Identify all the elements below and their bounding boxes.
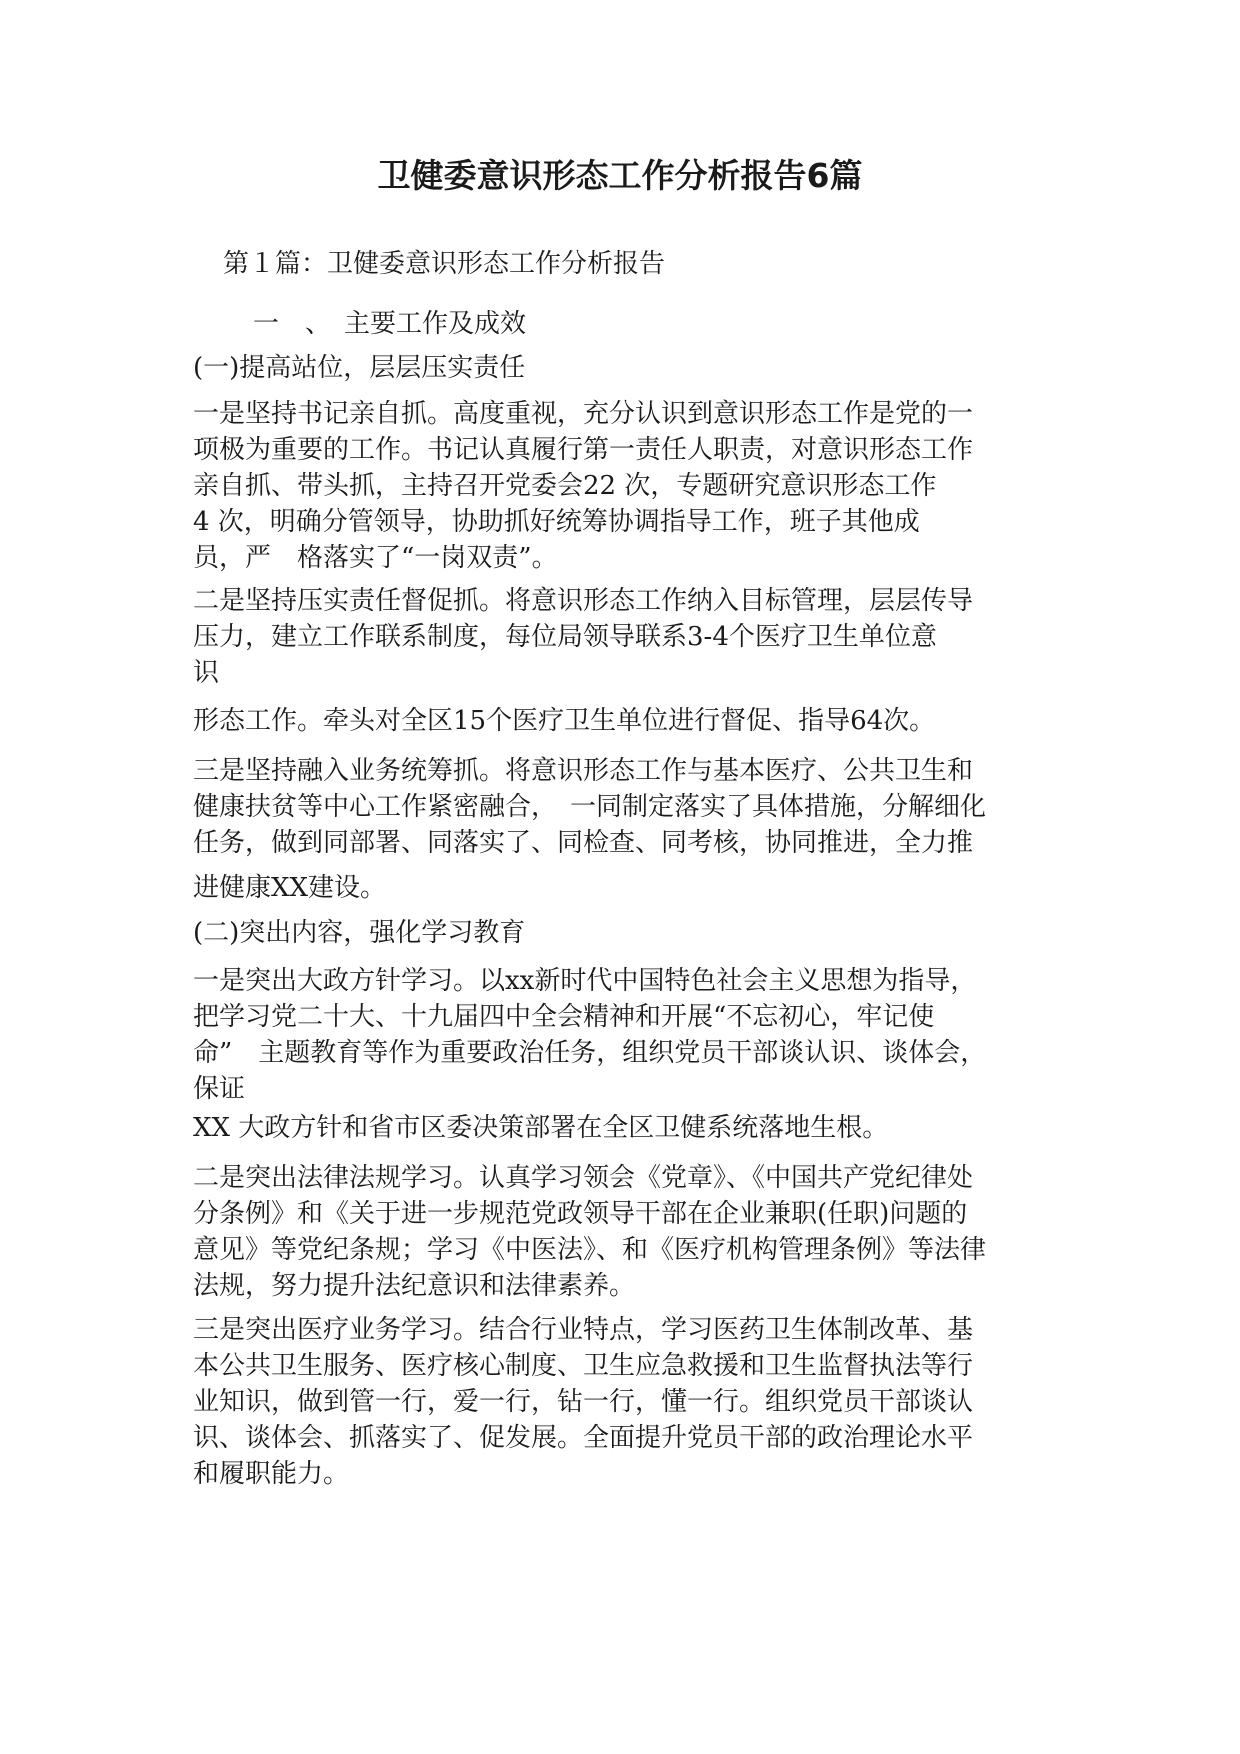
paragraph-line: 三是坚持融入业务统筹抓。将意识形态工作与基本医疗、公共卫生和 bbox=[193, 756, 974, 786]
paragraph-line: 保证 bbox=[193, 1074, 246, 1104]
paragraph-5: 进健康XX建设。 bbox=[193, 873, 387, 903]
paragraph-2 bbox=[193, 583, 1053, 691]
paragraph-line: 三是突出医疗业务学习。结合行业特点，学习医药卫生体制改革、基 bbox=[193, 1315, 974, 1345]
paragraph-line: 法规，努力提升法纪意识和法律素养。 bbox=[193, 1271, 636, 1301]
paragraph-line: 一是坚持书记亲自抓。高度重视，充分认识到意识形态工作是党的一 bbox=[193, 399, 974, 429]
paragraph-line: 把学习党二十大、十九届四中全会精神和开展“不忘初心，牢记使 bbox=[193, 1002, 935, 1032]
paragraph-7: XX 大政方针和省市区委决策部署在全区卫健系统落地生根。 bbox=[193, 1113, 889, 1143]
paragraph-line: 员，严 格落实了“一岗双责”。 bbox=[193, 543, 558, 573]
subsection-heading-1: (一)提高站位，层层压实责任 bbox=[193, 353, 526, 383]
document-title: 卫健委意识形态工作分析报告6篇 bbox=[377, 156, 863, 195]
paragraph-line: 一是突出大政方针学习。以xx新时代中国特色社会主义思想为指导， bbox=[193, 966, 977, 996]
paragraph-line: 业知识，做到管一行，爱一行，钻一行，懂一行。组织党员干部谈认 bbox=[193, 1387, 974, 1417]
paragraph-1 bbox=[193, 396, 1053, 576]
paragraph-4 bbox=[193, 753, 1053, 861]
paragraph-line: 任务，做到同部署、同落实了、同检查、同考核，协同推进，全力推 bbox=[193, 828, 974, 858]
paragraph-line: 亲自抓、带头抓，主持召开党委会22 次，专题研究意识形态工作 bbox=[193, 471, 937, 501]
paragraph-line: 本公共卫生服务、医疗核心制度、卫生应急救援和卫生监督执法等行 bbox=[193, 1351, 974, 1381]
paragraph-line: 健康扶贫等中心工作紧密融合， 一同制定落实了具体措施，分解细化 bbox=[193, 792, 987, 822]
subsection-heading-2: (二)突出内容，强化学习教育 bbox=[193, 918, 526, 948]
paragraph-line: 压力，建立工作联系制度，每位局领导联系3-4个医疗卫生单位意 bbox=[193, 622, 937, 652]
paragraph-line: 命” 主题教育等作为重要政治任务，组织党员干部谈认识、谈体会， bbox=[193, 1038, 987, 1068]
paragraph-line: 4 次，明确分管领导，协助抓好统筹协调指导工作，班子其他成 bbox=[193, 507, 920, 537]
paragraph-8 bbox=[193, 1160, 1053, 1304]
chapter-heading: 第１篇：卫健委意识形态工作分析报告 bbox=[223, 249, 666, 279]
paragraph-line: 意见》等党纪条规；学习《中医法》、和《医疗机构管理条例》等法律 bbox=[193, 1235, 987, 1265]
paragraph-line: 识 bbox=[193, 658, 220, 688]
paragraph-9 bbox=[193, 1312, 1053, 1492]
paragraph-line: 和履职能力。 bbox=[193, 1459, 350, 1489]
section-heading: 一 、 主要工作及成效 bbox=[253, 309, 527, 339]
paragraph-line: 识、谈体会、抓落实了、促发展。全面提升党员干部的政治理论水平 bbox=[193, 1423, 974, 1453]
paragraph-line: 分条例》和《关于进一步规范党政领导干部在企业兼职(任职)问题的 bbox=[193, 1199, 968, 1229]
paragraph-line: 项极为重要的工作。书记认真履行第一责任人职责，对意识形态工作 bbox=[193, 435, 974, 465]
paragraph-line: 二是突出法律法规学习。认真学习领会《党章》、《中国共产党纪律处 bbox=[193, 1163, 974, 1193]
paragraph-6 bbox=[193, 963, 1053, 1107]
paragraph-3: 形态工作。牵头对全区15个医疗卫生单位进行督促、指导64次。 bbox=[193, 706, 936, 736]
paragraph-line: 二是坚持压实责任督促抓。将意识形态工作纳入目标管理，层层传导 bbox=[193, 586, 974, 616]
